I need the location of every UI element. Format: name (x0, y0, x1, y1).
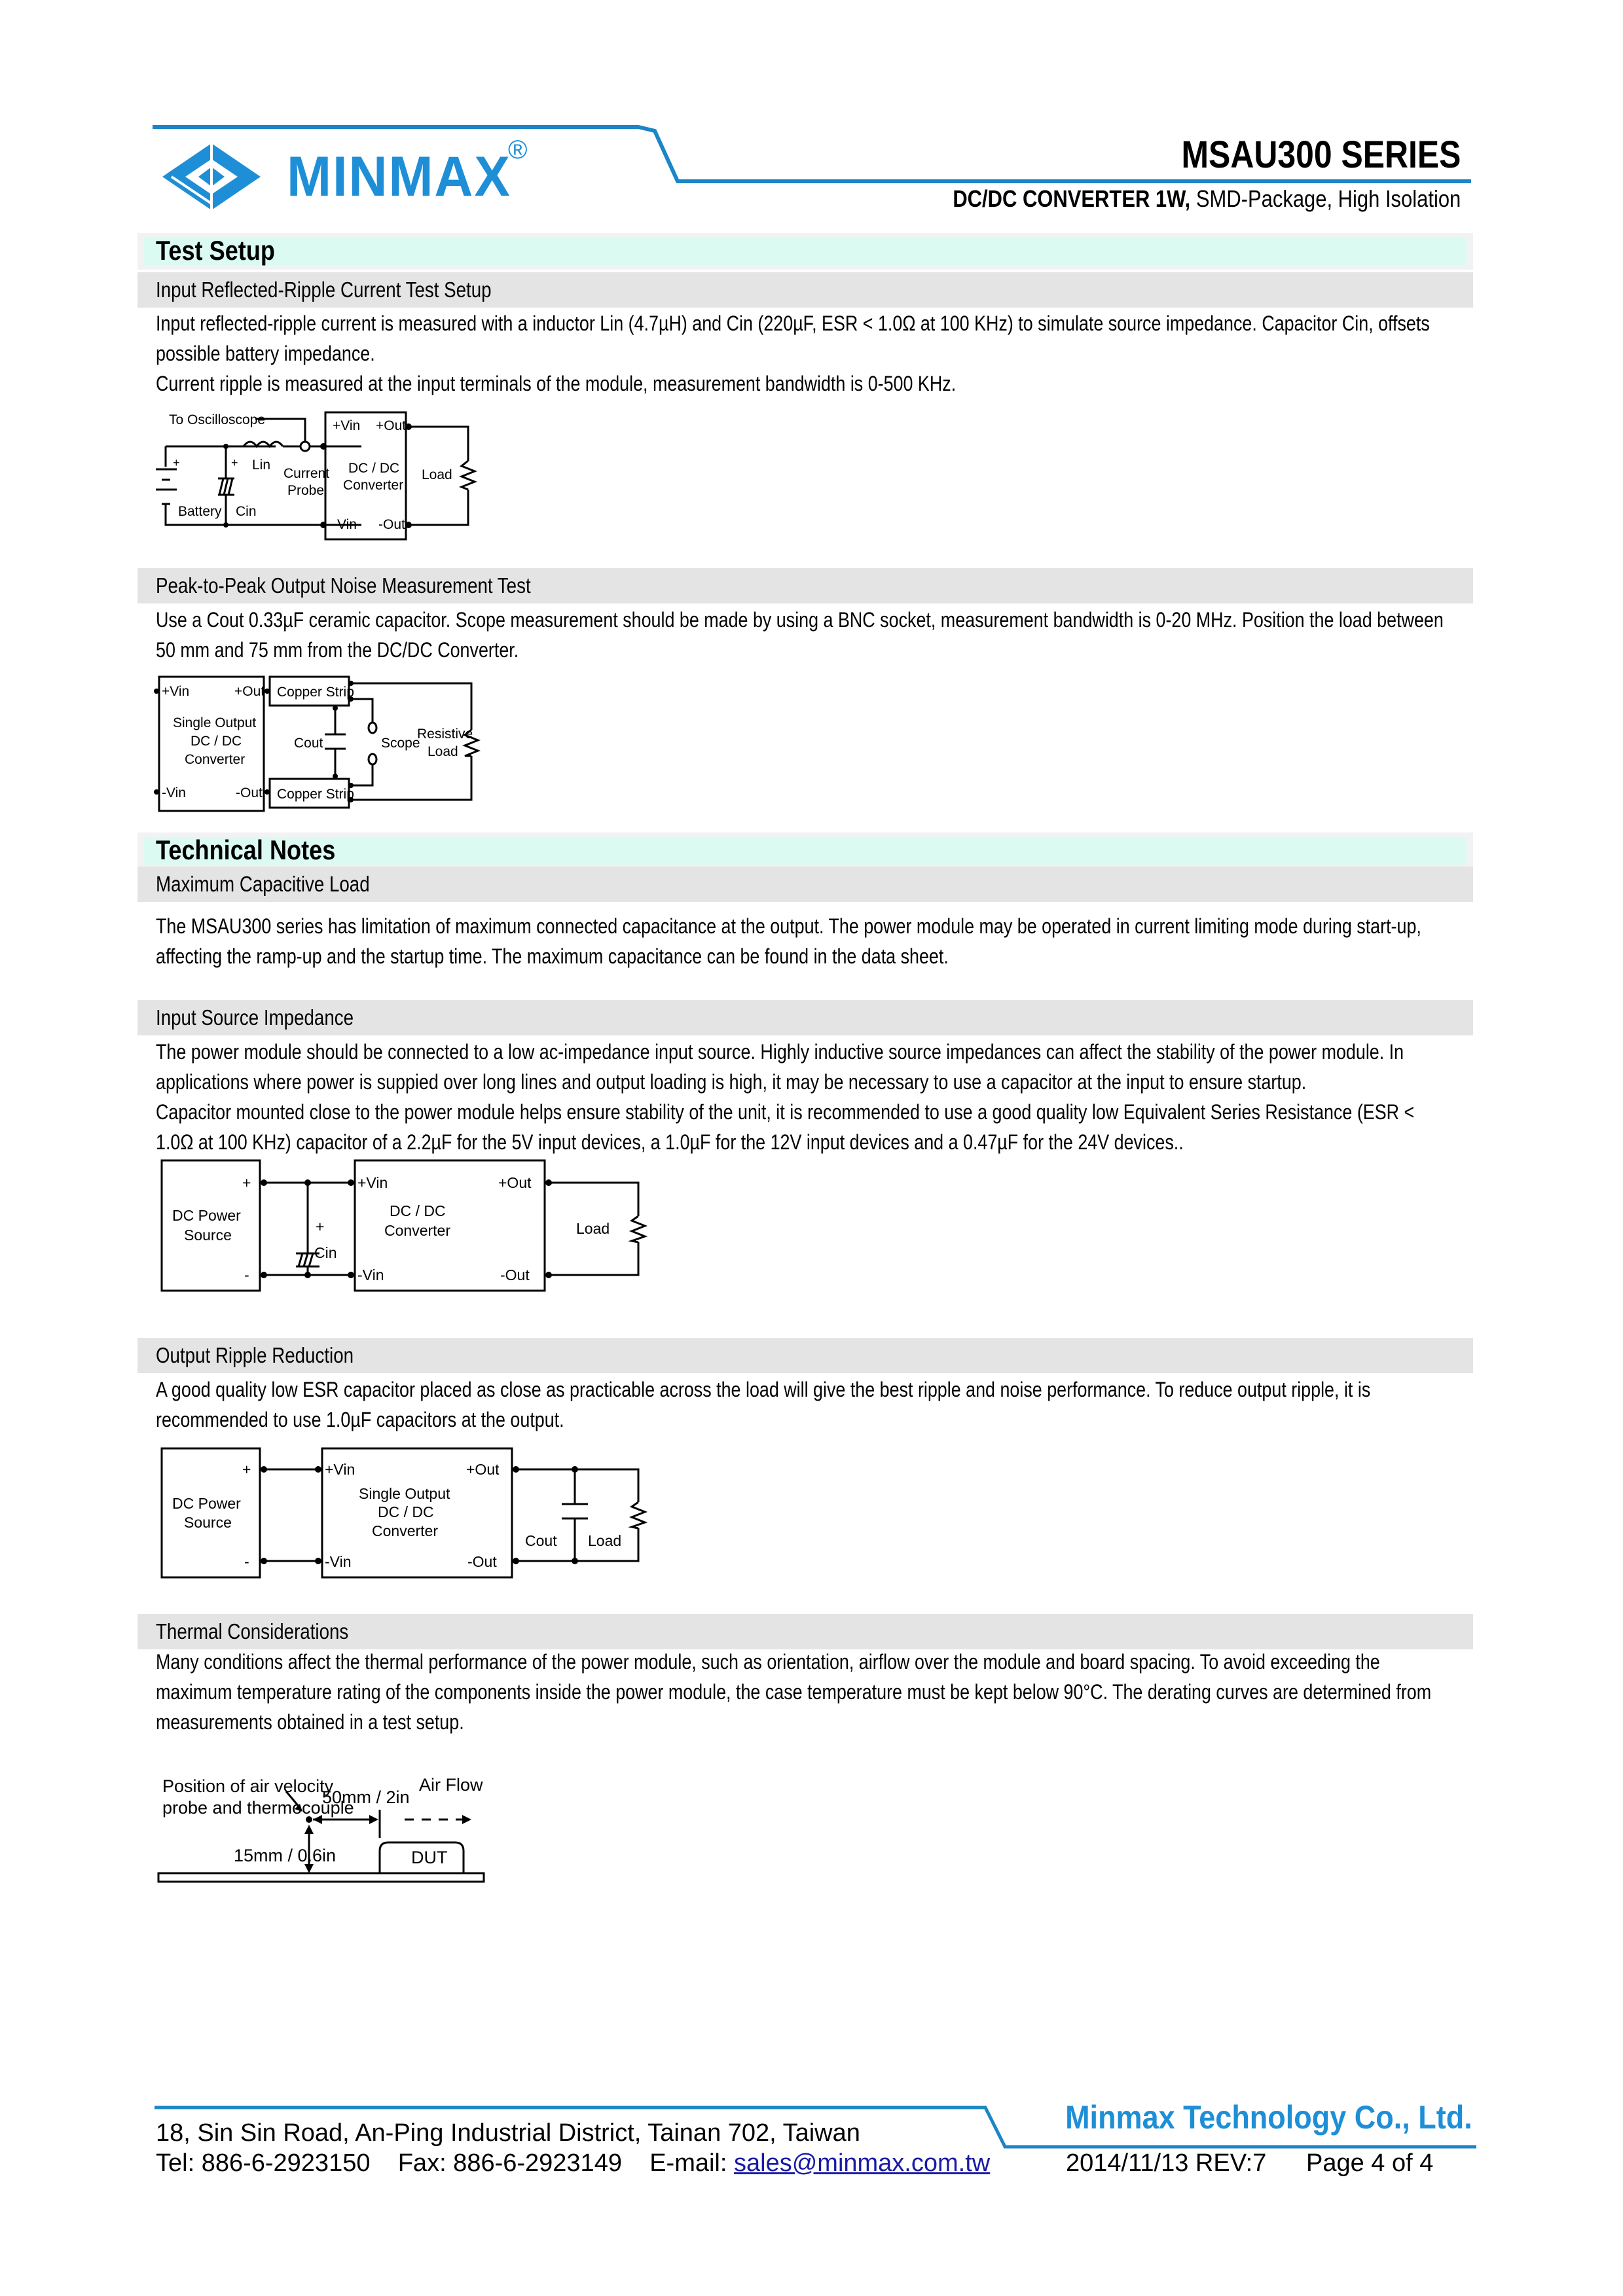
output-ripple-text (156, 1374, 1448, 1435)
out-neg-label: -Out (500, 1266, 530, 1283)
subtitle-bold: DC/DC CONVERTER 1W, (953, 185, 1191, 212)
section-title: Technical Notes (156, 834, 336, 865)
footer-address: 18, Sin Sin Road, An-Ping Industrial District, Tainan 702, Taiwan (156, 2119, 860, 2147)
current-label: Current (283, 466, 330, 481)
section-title: Test Setup (156, 235, 275, 266)
thermal-text (156, 1647, 1448, 1737)
cin-label: Cin (236, 504, 257, 519)
converter-label-2: DC / DC (191, 734, 242, 749)
out-neg-label: -Out (236, 785, 263, 800)
subsection-title: Peak-to-Peak Output Noise Measurement Test (156, 573, 531, 598)
out-pos-label: +Out (498, 1174, 532, 1191)
source-label-2: Source (184, 1227, 232, 1244)
logo-wordmark: MINMAX (287, 145, 511, 208)
load-label: Load (576, 1220, 610, 1237)
out-neg-label: -Out (467, 1553, 497, 1570)
paragraph: Current ripple is measured at the input terminals of the module, measurement bandwidth is 0-500 KHz. (156, 372, 957, 395)
probe-label-2: probe and thermocouple (162, 1798, 354, 1818)
paragraph: The MSAU300 series has limitation of maximum connected capacitance at the output. The power module may be operated in current limiting mode during start-up, affecting the ramp-up and the startup time. The maximum capacitance can be found in the data sheet. (156, 914, 1421, 968)
plus-label: + (242, 1174, 251, 1191)
subsection-header-output-ripple (137, 1338, 1473, 1373)
lin-label: Lin (252, 457, 271, 473)
thermal-test-setup-diagram (151, 1767, 740, 1911)
out-pos-label: +Out (234, 684, 265, 699)
converter-label-3: Converter (372, 1522, 438, 1539)
brand-logo (156, 135, 680, 213)
paragraph: Input reflected-ripple current is measured with a inductor Lin (4.7µH) and Cin (220µF, ESR < 1.0Ω at 100 KHz) to simulate source impedance. Capacitor Cin, offsets possible battery impedance. (156, 312, 1430, 365)
minus-label: - (244, 1553, 249, 1570)
current-probe-icon (301, 442, 310, 451)
section-header-test-setup (137, 233, 1473, 270)
vin-neg-label: -Vin (333, 517, 357, 532)
minus-label: - (244, 1266, 249, 1283)
cout-label: Cout (294, 736, 323, 751)
subsection-title: Input Reflected-Ripple Current Test Setup (156, 278, 492, 302)
source-label-1: DC Power (172, 1495, 241, 1512)
noise-text (156, 605, 1448, 665)
subtitle-rest: SMD-Package, High Isolation (1190, 185, 1461, 212)
footer-revision: 2014/11/13 REV:7 (1066, 2149, 1267, 2177)
footer-tel: Tel: 886-6-2923150 (156, 2149, 371, 2177)
footer-fax: Fax: 886-6-2923149 (397, 2149, 622, 2177)
input-ripple-text (156, 308, 1448, 399)
converter-label-1: Single Output (173, 715, 257, 730)
input-impedance-circuit-diagram (151, 1158, 655, 1309)
converter-label-2: Converter (343, 478, 404, 493)
converter-label-1: Single Output (359, 1485, 450, 1502)
paragraph: The power module should be connected to a low ac-impedance input source. Highly inductive source impedances can affect the stability of the power module. In applications where power is suppied over long lines and output loading is high, it may be necessary to use a capacitor at the input to ensure startup. (156, 1040, 1404, 1094)
scope-label: Scope (381, 736, 420, 751)
product-subtitle (953, 187, 1461, 211)
converter-label-2: Converter (384, 1222, 450, 1239)
vin-pos-label: +Vin (325, 1461, 356, 1478)
out-pos-label: +Out (376, 418, 407, 433)
footer-page-number: Page 4 of 4 (1306, 2149, 1434, 2177)
airflow-arrow-icon (462, 1815, 471, 1824)
converter-label-1: DC / DC (348, 461, 400, 476)
input-ripple-circuit-diagram (144, 399, 615, 550)
vin-neg-label: -Vin (162, 785, 186, 800)
cin-label: Cin (314, 1244, 337, 1261)
subsection-header-thermal (137, 1614, 1473, 1649)
subsection-header-input-ripple (137, 272, 1473, 308)
copper-strip-top-label: Copper Strip (277, 685, 354, 700)
copper-strip-bottom-label: Copper Strip (277, 787, 354, 802)
registered-mark: ® (508, 135, 528, 164)
vin-pos-label: +Vin (162, 684, 190, 699)
footer-company-name: Minmax Technology Co., Ltd. (1065, 2099, 1472, 2136)
cout-label: Cout (525, 1532, 557, 1549)
load-label: Load (422, 467, 452, 482)
source-label-2: Source (184, 1514, 232, 1531)
paragraph: Many conditions affect the thermal performance of the power module, such as orientation, airflow over the module and board spacing. To avoid exceeding the maximum temperature rating of the components inside the power module, the case temperature must be kept below 90°C. The derating curves are determined from measurements obtained in a test setup. (156, 1650, 1432, 1734)
plus-label: + (242, 1461, 251, 1478)
distance-label: 50mm / 2in (322, 1787, 410, 1807)
source-label-1: DC Power (172, 1207, 241, 1224)
section-header-technical-notes (137, 833, 1473, 869)
vin-pos-label: +Vin (333, 418, 361, 433)
probe-label: Probe (287, 483, 325, 498)
noise-measurement-diagram (144, 674, 615, 818)
vin-neg-label: -Vin (357, 1266, 384, 1283)
battery-label: Battery (178, 504, 222, 519)
subsection-header-noise (137, 568, 1473, 603)
series-title: MSAU300 SERIES (1181, 134, 1461, 176)
converter-label-2: DC / DC (378, 1503, 434, 1520)
paragraph: Use a Cout 0.33µF ceramic capacitor. Scope measurement should be made by using a BNC socket, measurement bandwidth is 0-20 MHz. Position the load between 50 mm and 75 mm from the DC/DC Converter. (156, 608, 1444, 662)
dut-label: DUT (411, 1848, 448, 1867)
subsection-title: Maximum Capacitive Load (156, 872, 370, 896)
height-label: 15mm / 0.6in (234, 1846, 337, 1865)
input-impedance-text (156, 1037, 1448, 1157)
paragraph: A good quality low ESR capacitor placed as close as practicable across the load will give the best ripple and noise performance. To reduce output ripple, it is recommended to use 1.0µF capacitors at the output. (156, 1378, 1371, 1431)
out-neg-label: -Out (378, 517, 405, 532)
converter-label-1: DC / DC (390, 1202, 446, 1219)
subsection-header-input-impedance (137, 1000, 1473, 1035)
airflow-label: Air Flow (419, 1775, 483, 1795)
cin-plus-label: + (231, 456, 238, 469)
load-label-2: Load (428, 744, 458, 759)
subsection-title: Thermal Considerations (156, 1619, 349, 1643)
footer-email-link[interactable]: sales@minmax.com.tw (734, 2149, 991, 2177)
vin-pos-label: +Vin (357, 1174, 388, 1191)
probe-label-1: Position of air velocity (162, 1776, 334, 1796)
oscilloscope-label: To Oscilloscope (169, 412, 266, 427)
converter-label-3: Converter (185, 752, 246, 767)
paragraph: Capacitor mounted close to the power module helps ensure stability of the unit, it is recommended to use a good quality low Equivalent Series Resistance (ESR < 1.0Ω at 100 KHz) capacitor of a 2.2µF for the 5V input devices, a 1.0µF for the 12V input devices and a 0.47µF for the 24V devices.. (156, 1100, 1415, 1154)
output-ripple-circuit-diagram (151, 1446, 655, 1597)
footer-email-label: E-mail: (649, 2149, 734, 2177)
battery-plus-label: + (173, 456, 180, 469)
vin-neg-label: -Vin (325, 1553, 352, 1570)
minmax-diamond-icon (156, 141, 267, 213)
max-cap-text (156, 911, 1448, 971)
cin-plus-label: + (316, 1218, 325, 1235)
load-label: Load (588, 1532, 622, 1549)
subsection-title: Input Source Impedance (156, 1005, 354, 1030)
footer-contact (156, 2151, 990, 2176)
load-label-1: Resistive (417, 726, 473, 742)
subsection-header-max-cap (137, 867, 1473, 902)
out-pos-label: +Out (466, 1461, 500, 1478)
subsection-title: Output Ripple Reduction (156, 1343, 354, 1367)
